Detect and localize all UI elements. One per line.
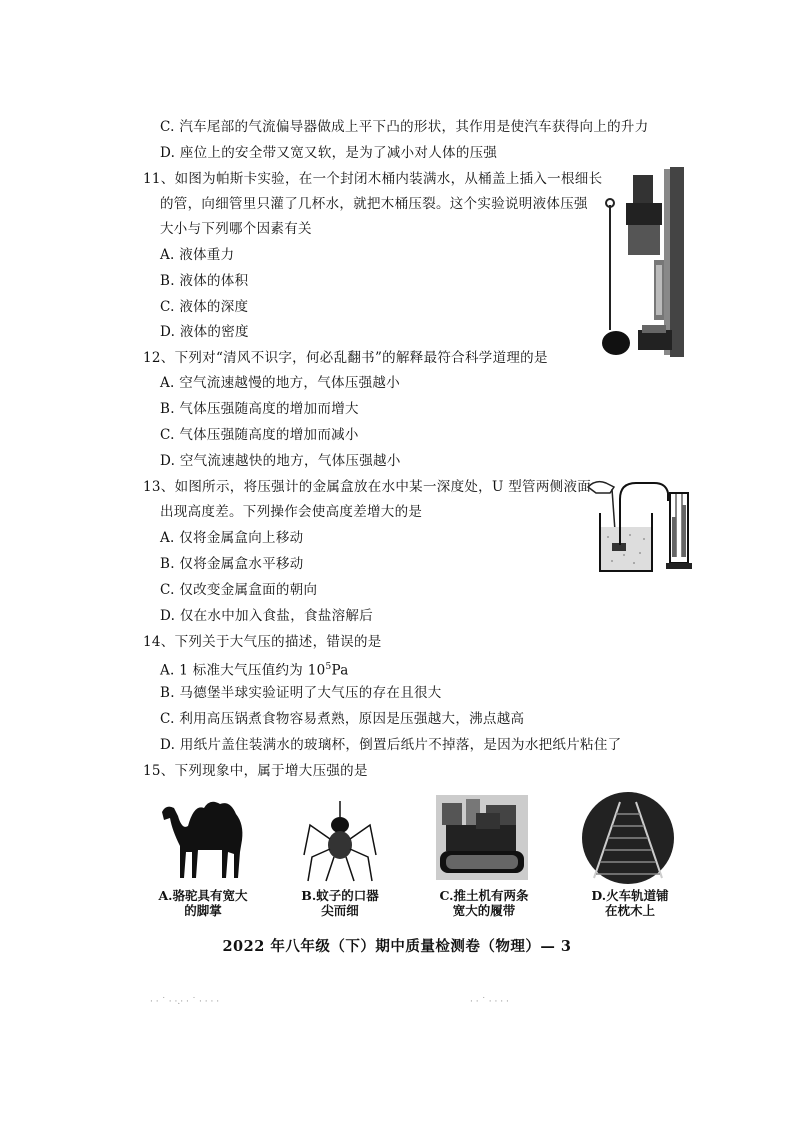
q10-option-c: C. 汽车尾部的气流偏导器做成上平下凸的形状，其作用是使汽车获得向上的升力 <box>160 119 649 135</box>
q11-stem-line-1: 11、如图为帕斯卡实验，在一个封闭木桶内装满水，从桶盖上插入一根细长 <box>143 171 603 187</box>
q12-option-c: C. 气体压强随高度的增加而减小 <box>160 427 359 443</box>
q15-caption-c-line-1: C.推土机有两条 <box>439 888 529 903</box>
q14-option-a-exponent: 5 <box>325 662 332 672</box>
q13-option-d: D. 仅在水中加入食盐，食盐溶解后 <box>160 608 374 624</box>
q15-caption-b-line-2: 尖而细 <box>321 903 359 918</box>
q11-option-b: B. 液体的体积 <box>160 273 249 289</box>
q11-option-c: C. 液体的深度 <box>160 299 249 315</box>
camel-image <box>158 790 250 882</box>
q13-option-b: B. 仅将金属盒水平移动 <box>160 556 304 572</box>
q12-option-a: A. 空气流速越慢的地方，气体压强越小 <box>160 375 401 391</box>
q13-stem-line-1: 13、如图所示，将压强计的金属盒放在水中某一深度处，U 型管两侧液面 <box>143 479 592 495</box>
pascal-barrel-figure <box>598 165 690 360</box>
q15-caption-c <box>428 888 540 918</box>
q15-caption-a-line-2: 的脚掌 <box>184 903 222 918</box>
q15-stem: 15、下列现象中，属于增大压强的是 <box>143 763 368 779</box>
q11-option-a: A. 液体重力 <box>160 247 235 263</box>
q15-caption-d <box>576 888 684 918</box>
q14-option-b: B. 马德堡半球实验证明了大气压的存在且很大 <box>160 685 442 701</box>
q15-caption-c-line-2: 宽大的履带 <box>452 903 516 918</box>
q11-stem-line-2: 的管，向细管里只灌了几杯水，就把木桶压裂。这个实验说明液体压强 <box>160 196 588 212</box>
q15-caption-a-line-1: A.骆驼具有宽大 <box>158 888 248 903</box>
q13-stem-line-2: 出现高度差。下列操作会使高度差增大的是 <box>160 504 423 520</box>
q12-option-b: B. 气体压强随高度的增加而增大 <box>160 401 359 417</box>
scan-noise: · · ˙ · ·.· · ˙ · · · · <box>150 997 220 1007</box>
q13-option-c: C. 仅改变金属盒面的朝向 <box>160 582 318 598</box>
q12-option-d: D. 空气流速越快的地方，气体压强越小 <box>160 453 401 469</box>
q15-caption-b <box>290 888 390 918</box>
q14-stem: 14、下列关于大气压的描述，错误的是 <box>143 634 382 650</box>
page-footer: 2022 年八年级（下）期中质量检测卷（物理）— 3 <box>222 938 572 955</box>
bulldozer-image <box>436 795 528 880</box>
pressure-gauge-figure <box>586 475 696 575</box>
q14-option-a <box>160 658 349 680</box>
mosquito-image <box>300 795 380 885</box>
q15-caption-b-line-1: B.蚊子的口器 <box>301 888 379 903</box>
q13-option-a: A. 仅将金属盒向上移动 <box>160 530 304 546</box>
q10-option-d: D. 座位上的安全带又宽又软，是为了减小对人体的压强 <box>160 145 498 161</box>
q11-stem-line-3: 大小与下列哪个因素有关 <box>160 221 312 237</box>
q15-caption-a <box>150 888 256 918</box>
q14-option-c: C. 利用高压锅煮食物容易煮熟，原因是压强越大，沸点越高 <box>160 711 525 727</box>
q11-option-d: D. 液体的密度 <box>160 324 249 340</box>
scan-noise-right: · · ˙ · · · · <box>470 997 509 1007</box>
q12-stem: 12、下列对“清风不识字，何必乱翻书”的解释最符合科学道理的是 <box>143 350 548 366</box>
q14-option-a-unit: Pa <box>331 662 349 679</box>
q14-option-d: D. 用纸片盖住装满水的玻璃杯，倒置后纸片不掉落，是因为水把纸片粘住了 <box>160 737 622 753</box>
q14-option-a-text: A. 1 标准大气压值约为 10 <box>160 662 326 679</box>
q15-caption-d-line-1: D.火车轨道铺 <box>591 888 669 903</box>
railway-track-image <box>580 790 676 886</box>
q15-caption-d-line-2: 在枕木上 <box>604 903 655 918</box>
